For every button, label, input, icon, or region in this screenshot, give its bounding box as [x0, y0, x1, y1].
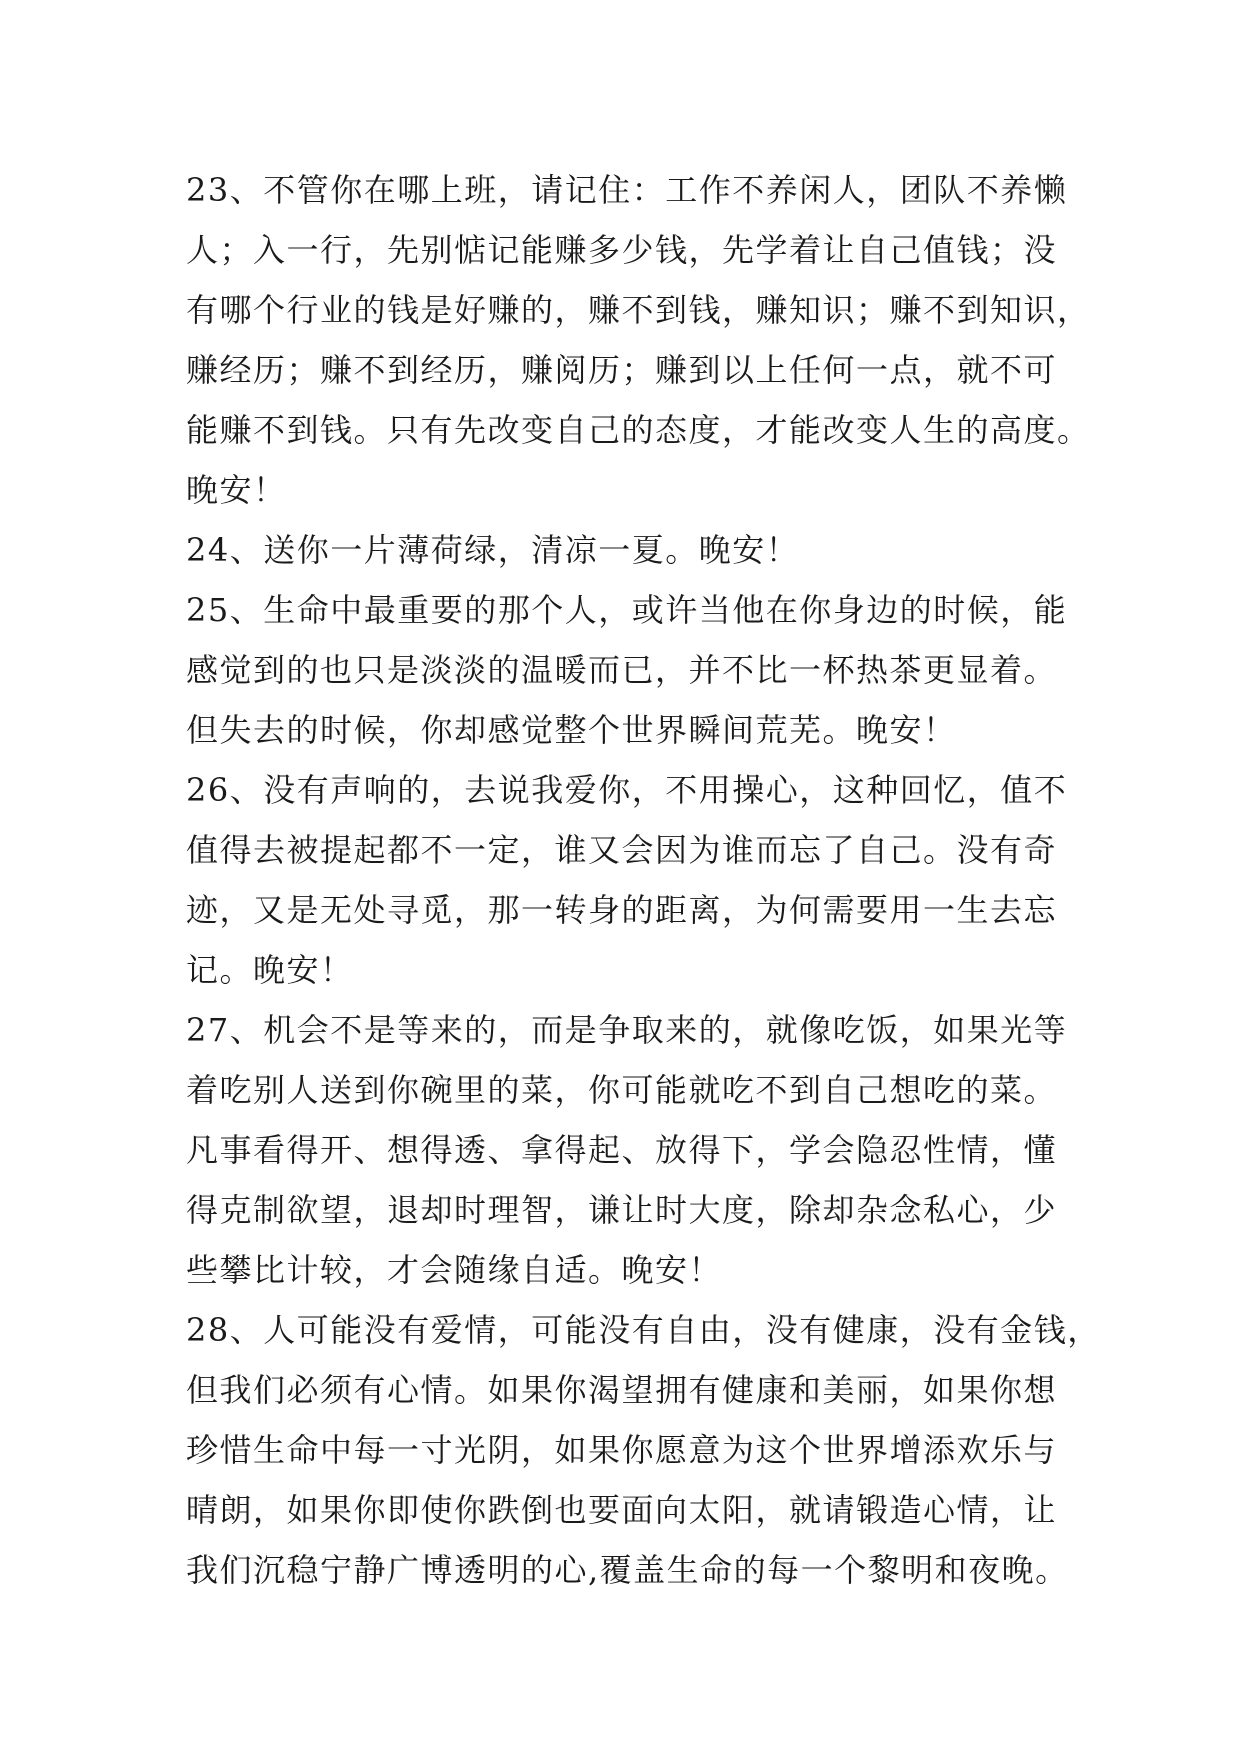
text-line: 凡事看得开、想得透、拿得起、放得下，学会隐忍性情，懂 — [186, 1131, 1058, 1169]
text-line: 28、人可能没有爱情，可能没有自由，没有健康，没有金钱， — [186, 1311, 1101, 1349]
text-line: 24、送你一片薄荷绿，清凉一夏。晚安！ — [186, 531, 800, 569]
text-line: 人；入一行，先别惦记能赚多少钱，先学着让自己值钱；没 — [186, 231, 1058, 269]
text-line: 值得去被提起都不一定，谁又会因为谁而忘了自己。没有奇 — [186, 831, 1058, 869]
text-line: 得克制欲望，退却时理智，谦让时大度，除却杂念私心，少 — [186, 1191, 1058, 1229]
text-line: 23、不管你在哪上班，请记住：工作不养闲人，团队不养懒 — [186, 171, 1068, 209]
text-line: 25、生命中最重要的那个人，或许当他在你身边的时候，能 — [186, 591, 1068, 629]
text-line: 感觉到的也只是淡淡的温暖而已，并不比一杯热茶更显着。 — [186, 651, 1058, 689]
text-line: 26、没有声响的，去说我爱你，不用操心，这种回忆，值不 — [186, 771, 1068, 809]
text-line: 着吃别人送到你碗里的菜，你可能就吃不到自己想吃的菜。 — [186, 1071, 1058, 1109]
text-line: 晴朗，如果你即使你跌倒也要面向太阳，就请锻造心情，让 — [186, 1491, 1058, 1529]
text-line: 赚经历；赚不到经历，赚阅历；赚到以上任何一点，就不可 — [186, 351, 1058, 389]
body-text — [186, 160, 1101, 1600]
text-line: 我们沉稳宁静广博透明的心,覆盖生命的每一个黎明和夜晚。 — [186, 1551, 1069, 1589]
text-line: 晚安！ — [186, 471, 287, 509]
text-line: 记。晚安！ — [186, 951, 354, 989]
text-line: 但我们必须有心情。如果你渴望拥有健康和美丽，如果你想 — [186, 1371, 1058, 1409]
text-line: 珍惜生命中每一寸光阴，如果你愿意为这个世界增添欢乐与 — [186, 1431, 1058, 1469]
text-line: 迹，又是无处寻觅，那一转身的距离，为何需要用一生去忘 — [186, 891, 1058, 929]
text-line: 些攀比计较，才会随缘自适。晚安！ — [186, 1251, 723, 1289]
text-line: 能赚不到钱。只有先改变自己的态度，才能改变人生的高度。 — [186, 411, 1091, 449]
text-line: 有哪个行业的钱是好赚的，赚不到钱，赚知识；赚不到知识， — [186, 291, 1091, 329]
text-line: 27、机会不是等来的，而是争取来的，就像吃饭，如果光等 — [186, 1011, 1068, 1049]
text-line: 但失去的时候，你却感觉整个世界瞬间荒芜。晚安！ — [186, 711, 957, 749]
